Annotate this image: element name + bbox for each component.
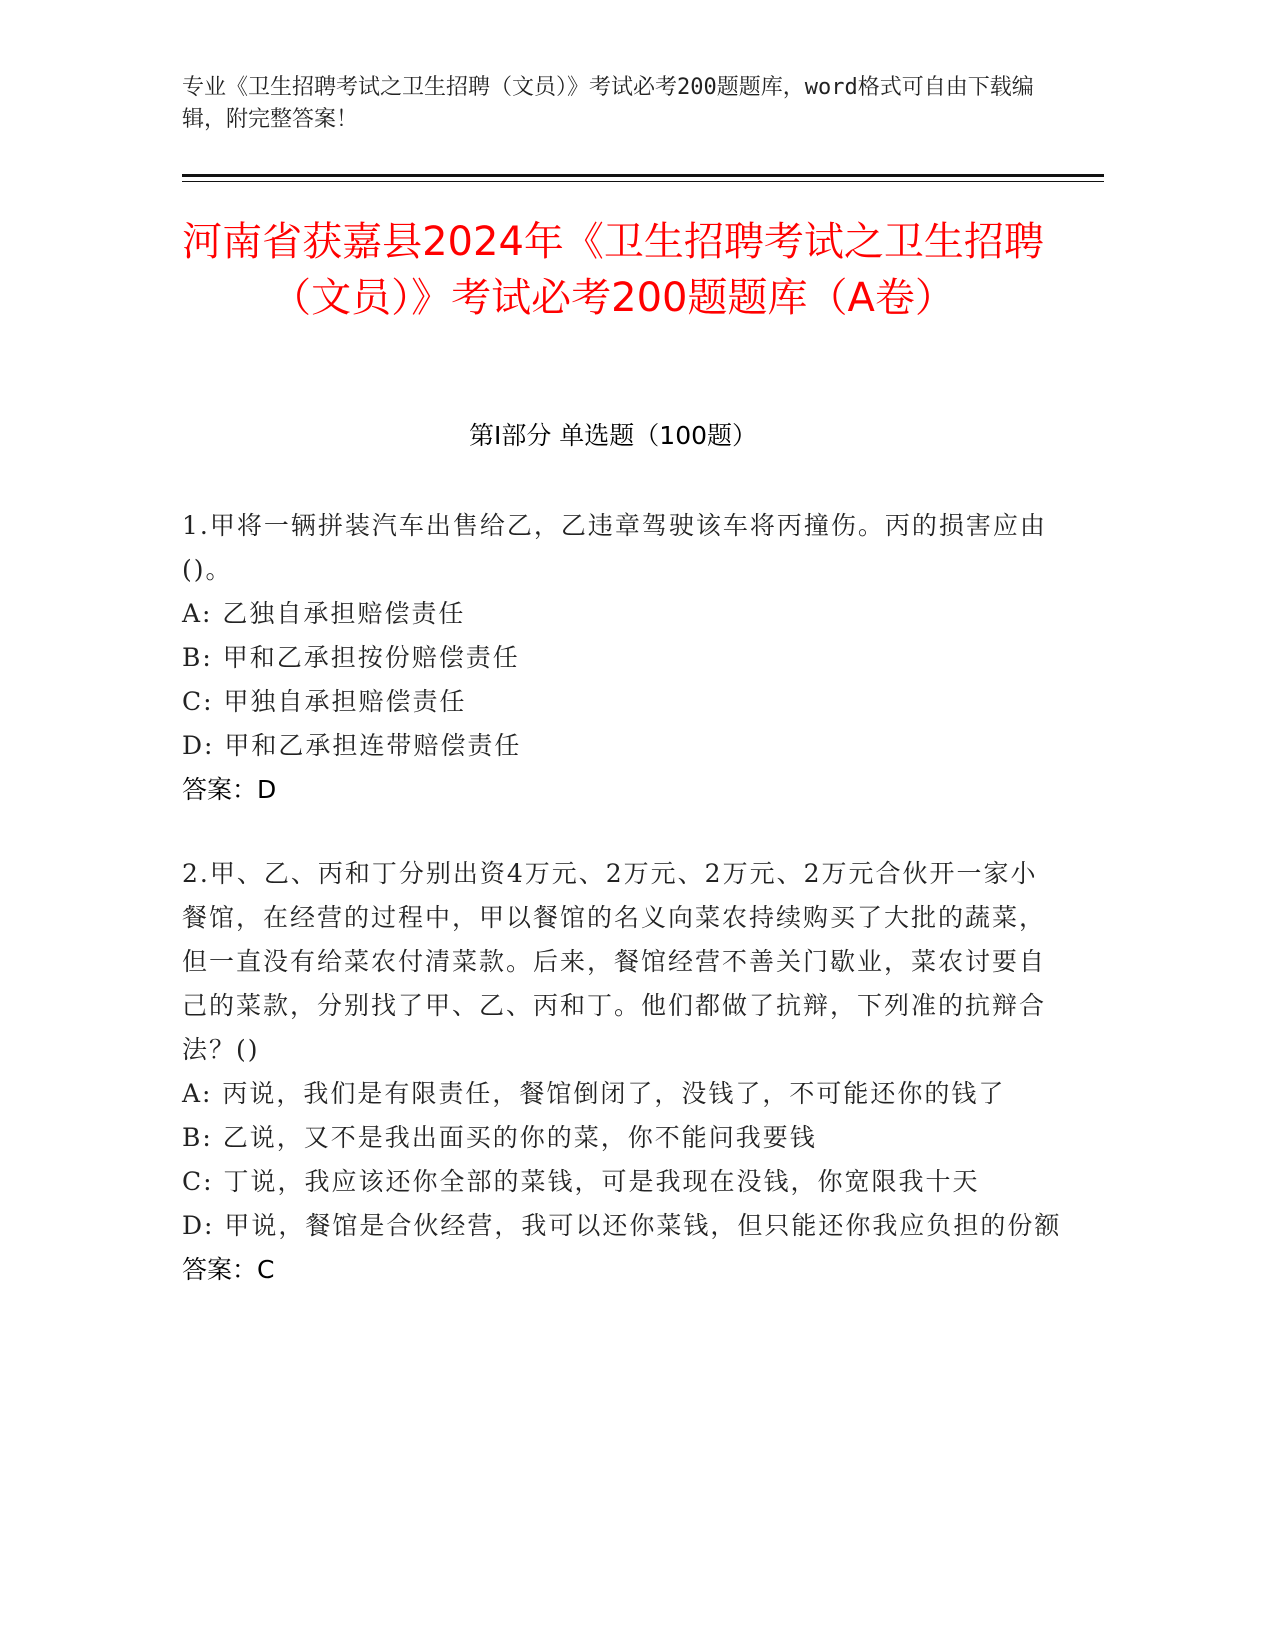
header-divider-thin — [182, 181, 1104, 182]
option-d: D: 甲和乙承担连带赔偿责任 — [182, 731, 522, 760]
answer-line: 答案：C — [182, 1255, 275, 1284]
question-stem: 2.甲、乙、丙和丁分别出资4万元、2万元、2万元、2万元合伙开一家小餐馆，在经营的过程中，甲以餐馆的名义向菜农持续购买了大批的蔬菜，但一直没有给菜农付清菜款。后来，餐馆经营不善关门歇业，菜农讨要自己的菜款，分别找了甲、乙、丙和丁。他们都做了抗辩，下列准的抗辩合法？() — [182, 859, 1047, 1064]
option-a: A: 丙说，我们是有限责任，餐馆倒闭了，没钱了，不可能还你的钱了 — [182, 1079, 1006, 1108]
question-block — [182, 852, 1062, 1292]
answer-line: 答案：D — [182, 775, 277, 804]
option-a: A: 乙独自承担赔偿责任 — [182, 599, 466, 628]
section-heading: 第I部分 单选题（100题） — [468, 421, 758, 450]
question-stem: 1.甲将一辆拼装汽车出售给乙，乙违章驾驶该车将丙撞伤。丙的损害应由()。 — [182, 511, 1047, 584]
option-d: D: 甲说，餐馆是合伙经营，我可以还你菜钱，但只能还你我应负担的份额 — [182, 1211, 1062, 1240]
option-c: C: 甲独自承担赔偿责任 — [182, 687, 467, 716]
question-block — [182, 504, 1062, 812]
header-divider-thick — [182, 174, 1104, 177]
header-intro: 专业《卫生招聘考试之卫生招聘（文员）》考试必考200题题库，word格式可自由下载编辑，附完整答案！ — [182, 75, 1034, 132]
document-title: 河南省获嘉县2024年《卫生招聘考试之卫生招聘（文员）》考试必考200题题库（A卷） — [182, 219, 1044, 321]
option-c: C: 丁说，我应该还你全部的菜钱，可是我现在没钱，你宽限我十天 — [182, 1167, 980, 1196]
option-b: B: 乙说，又不是我出面买的你的菜，你不能问我要钱 — [182, 1123, 817, 1152]
option-b: B: 甲和乙承担按份赔偿责任 — [182, 643, 520, 672]
